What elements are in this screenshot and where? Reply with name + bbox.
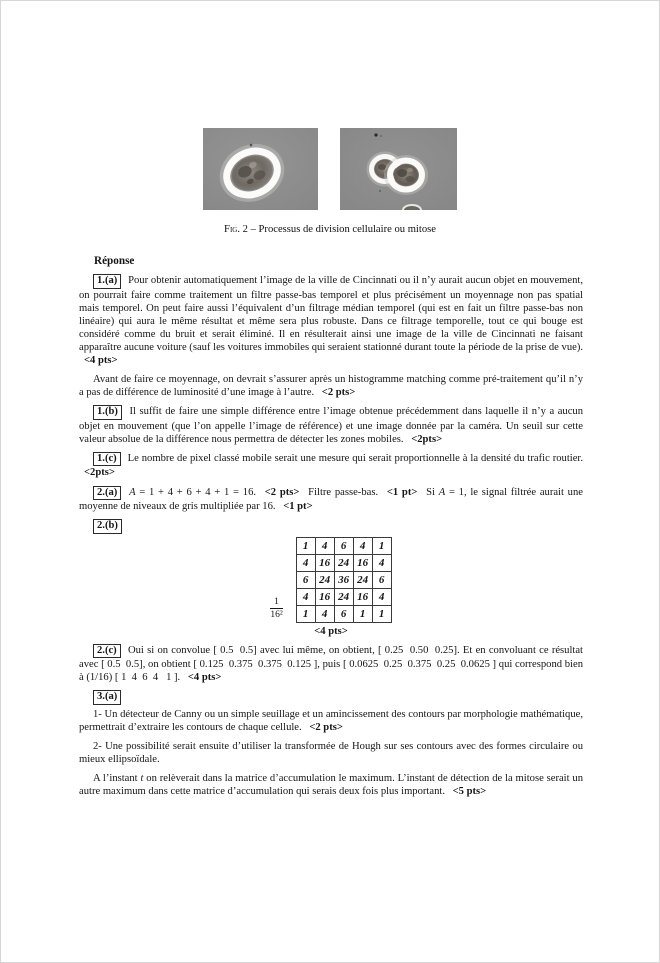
text-run: Pour obtenir automatiquement l’image de la ville de Cincinnati ou il n’y aurait aucun objet en mouvement, on pourrait faire comme traitement un filtre passe-bas temporel et plus précisément un moyennage non pas spatial mais temporel. On peut faire aussi l’équivalent d’un filtrage médian temporel (qui est en fait un filtre passe-bas non linéaire) qui aura le même résultat et même sera plus robuste. Dans ce filtrage temporelle, tout ce qui bouge est considéré comme du bruit et serait éliminé. Il en résulterait ainsi une image de la ville de Cincinnati ne faisant apparaître aucune voiture (sauf les voitures immobiles qui seraient stationné durant toute la période de la prise de vue). (79, 275, 584, 353)
text-run: Si (426, 486, 435, 498)
convolution-matrix-block (79, 537, 583, 637)
math-variable: A (129, 486, 136, 498)
points-badge: <2pts> (411, 433, 443, 445)
matrix-cell: 16 (315, 554, 334, 571)
matrix-with-coefficient (270, 537, 391, 623)
paragraph (79, 740, 583, 766)
matrix-row-cells (296, 571, 391, 588)
matrix-row-cells (296, 537, 391, 554)
text-run: 1- Un détecteur de Canny ou un simple seuillage et un amincissement des contours par morphologie mathématique, permettrait d’extraire les contours de chaque cellule. (79, 708, 583, 733)
matrix-cell: 4 (315, 605, 334, 622)
paragraph (79, 708, 583, 734)
matrix-row-cells (296, 605, 391, 622)
matrix-cell: 1 (296, 537, 315, 554)
points-badge: <1 pt> (283, 501, 313, 513)
matrix-cell: 4 (372, 554, 391, 571)
answer-box-2a: 2.(a) (93, 486, 121, 501)
answer-box-1a: 1.(a) (93, 274, 121, 289)
matrix-cell: 1 (372, 537, 391, 554)
points-badge: <4 pts> (84, 354, 118, 366)
matrix-cell: 16 (353, 588, 372, 605)
answer-box-1c: 1.(c) (93, 452, 121, 467)
paragraph (79, 644, 583, 685)
matrix-cell: 6 (334, 537, 353, 554)
math-variable: A (438, 486, 446, 498)
points-badge: <1 pt> (386, 486, 418, 498)
fraction-numerator: 1 (274, 596, 279, 607)
points-badge: <2 pts> (321, 387, 356, 399)
math-variable: t (140, 773, 144, 785)
text-run: Filtre passe-bas. (308, 486, 379, 498)
figure-caption-label: Fig. 2 – (224, 224, 256, 235)
figure-caption (1, 224, 659, 235)
answer-box-3a: 3.(a) (93, 690, 121, 705)
answer-box-2b: 2.(b) (93, 519, 122, 534)
paragraph (79, 772, 583, 798)
matrix-cell: 6 (372, 571, 391, 588)
micrograph-single-cell-image (203, 128, 318, 210)
points-badge: <2pts> (84, 467, 115, 479)
matrix-cell: 4 (296, 554, 315, 571)
paragraph (79, 690, 583, 705)
matrix-cell: 1 (353, 605, 372, 622)
matrix-cell: 24 (334, 588, 353, 605)
matrix-cell: 16 (353, 554, 372, 571)
matrix-table (296, 537, 392, 623)
paragraph (79, 452, 583, 480)
figure-images (1, 128, 659, 210)
text-run: = 1, le signal filtrée aurait une moyenne de niveaux de gris multipliée par 16. (79, 486, 583, 513)
text-run: Avant de faire ce moyennage, on devrait s’assurer après un histogramme matching comme pré-traitement qu’il n’y a pas de différence de luminosité d’une image à l’autre. (79, 374, 583, 399)
points-badge: <5 pts> (452, 786, 487, 798)
matrix-cell: 4 (296, 588, 315, 605)
matrix-row-cells (296, 554, 391, 571)
text-run: 2- Une possibilité serait ensuite d’utiliser la transformée de Hough sur ses contours avec des formes circulaire ou mieux ellipsoïdale. (79, 741, 583, 766)
text-run: = 1 + 4 + 6 + 4 + 1 = 16. (139, 486, 257, 498)
paragraph (79, 274, 583, 367)
points-badge: <4 pts> (187, 672, 222, 684)
matrix-cell: 24 (315, 571, 334, 588)
matrix-cell: 1 (296, 605, 315, 622)
paragraph (79, 486, 583, 514)
matrix-cell: 6 (296, 571, 315, 588)
points-badge: <2 pts> (264, 486, 300, 498)
matrix-cell: 36 (334, 571, 353, 588)
points-badge: <4 pts> (314, 625, 348, 637)
matrix-cell: 4 (353, 537, 372, 554)
paragraph (79, 405, 583, 446)
response-heading: Réponse (94, 255, 135, 267)
matrix-cell: 16 (315, 588, 334, 605)
fraction-coefficient (270, 597, 282, 620)
fraction-bar (270, 608, 282, 609)
answer-box-1b: 1.(b) (93, 405, 122, 420)
matrix-cell: 4 (315, 537, 334, 554)
fraction-denominator: 16² (270, 609, 283, 620)
text-run: Oui si on convolue [ 0.5 0.5] avec lui même, on obtient, [ 0.25 0.50 0.25]. Et en convoluant ce résultat avec [ 0.5 0.5], on obtient [ 0.125 0.375 0.375 0.125 ], puis [ 0.0625 0.25 0.375 0.25 0.0625 ] qui correspond bien à (1/16) [ 1 4 6 4 1 ]. (79, 644, 583, 684)
content (79, 255, 583, 804)
text-run: A l’instant (93, 773, 138, 785)
answer-box-2c: 2.(c) (93, 644, 121, 659)
matrix-row-cells (296, 588, 391, 605)
text-run: Le nombre de pixel classé mobile serait une mesure qui serait proportionnelle à la densité du trafic routier. (127, 452, 584, 464)
micrograph-dividing-cells-image (340, 128, 457, 210)
matrix-cell: 4 (372, 588, 391, 605)
matrix-cell: 6 (334, 605, 353, 622)
text-run: on relèverait dans la matrice d’accumulation le maximum. L’instant de détection de la mitose serait un autre maximum dans cette matrice d’accumulation qui serais deux fois plus important. (79, 773, 583, 798)
matrix-cell: 24 (334, 554, 353, 571)
figure (1, 128, 659, 235)
points-badge: <2 pts> (309, 721, 343, 733)
matrix-cell: 1 (372, 605, 391, 622)
figure-caption-text: Processus de division cellulaire ou mitose (258, 224, 436, 235)
text-run: Il suffit de faire une simple différence entre l’image obtenue précédemment dans laquelle il n’y a aucun objet en mouvement (que l’on appelle l’image de référence) et une image donnée par la caméra. Un seuil sur cette valeur absolue de la différence nous permettra de détecter les zones mobiles. (79, 406, 583, 445)
paragraph (79, 373, 583, 399)
matrix-cell: 24 (353, 571, 372, 588)
paragraph (79, 519, 583, 534)
